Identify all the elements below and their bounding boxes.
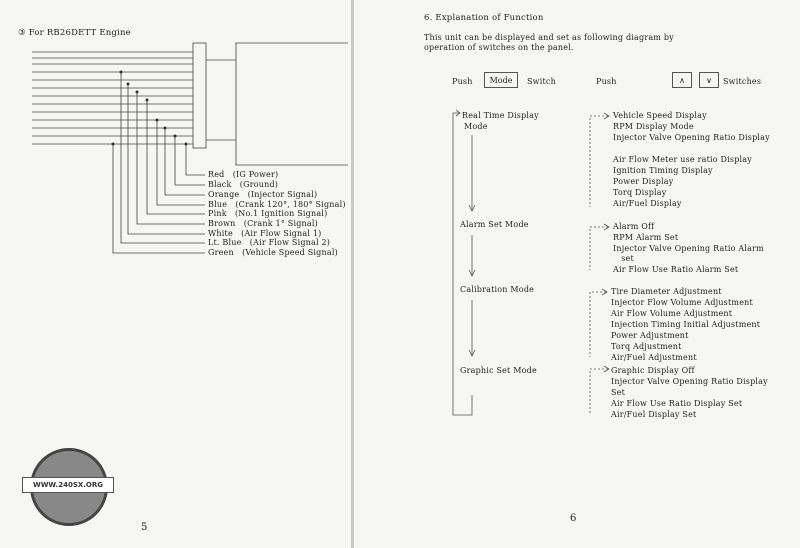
mode-item: Ignition Timing Display [613,166,713,175]
mode-item: Tire Diameter Adjustment [611,287,722,296]
mode-item: Air/Fuel Adjustment [611,353,697,362]
mode-item: Air Flow Volume Adjustment [611,309,733,318]
mode-item: Injector Valve Opening Ratio Display [611,377,768,386]
mode-name: Graphic Set Mode [460,366,537,375]
switch-label: Switch [527,77,556,86]
mode-item: Vehicle Speed Display [613,111,707,120]
intro-line-1: This unit can be displayed and set as following diagram by [424,33,674,42]
wire-row: Blue (Crank 120°, 180° Signal) [208,200,346,209]
wire-row: Lt. Blue (Air Flow Signal 2) [208,238,331,247]
wire-row: Black (Ground) [208,180,279,189]
mode-item: Power Adjustment [611,331,689,340]
mode-item: Torq Display [613,188,667,197]
mode-item: Injector Valve Opening Ratio Display [613,133,770,142]
intro-line-2: operation of switches on the panel. [424,43,574,52]
push-label-2: Push [596,77,617,86]
mode-name: Real Time Display [462,111,539,120]
wire-row: Orange (Injector Signal) [208,190,318,199]
mode-item: Injector Flow Volume Adjustment [611,298,753,307]
wire-row: Red (IG Power) [208,170,279,179]
mode-button[interactable]: Mode [484,72,518,88]
switches-label: Switches [723,77,762,86]
wire-row: Pink (No.1 Ignition Signal) [208,209,328,218]
mode-name: Alarm Set Mode [460,220,529,229]
mode-item: Graphic Display Off [611,366,695,375]
wire-row: Green (Vehicle Speed Signal) [208,248,338,257]
mode-item: Power Display [613,177,674,186]
mode-item: Injection Timing Initial Adjustment [611,320,761,329]
wire-row: Brown (Crank 1° Signal) [208,219,318,228]
up-button[interactable]: ∧ [672,72,692,88]
mode-name: Mode [464,122,488,131]
mode-item: Torq Adjustment [611,342,682,351]
page-number-left: 5 [141,522,148,533]
wire-row: White (Air Flow Signal 1) [208,229,322,238]
mode-item: Air/Fuel Display [613,199,682,208]
down-button[interactable]: ∨ [699,72,719,88]
mode-item: Set [611,388,626,397]
mode-item: set [613,254,634,263]
mode-item: RPM Display Mode [613,122,694,131]
push-label-1: Push [452,77,473,86]
right-heading: 6. Explanation of Function [424,13,544,23]
mode-item: Injector Valve Opening Ratio Alarm [613,244,764,253]
mode-item: Air/Fuel Display Set [611,410,697,419]
site-logo-text: WWW.240SX.ORG [22,477,114,493]
mode-item: Air Flow Use Ratio Display Set [611,399,743,408]
left-heading: ③ For RB26DETT Engine [18,28,131,38]
mode-item: RPM Alarm Set [613,233,679,242]
mode-item: Air Flow Use Ratio Alarm Set [613,265,739,274]
mode-item: Alarm Off [613,222,655,231]
mode-name: Calibration Mode [460,285,535,294]
mode-item: Air Flow Meter use ratio Display [613,155,752,164]
page-number-right: 6 [570,513,577,524]
